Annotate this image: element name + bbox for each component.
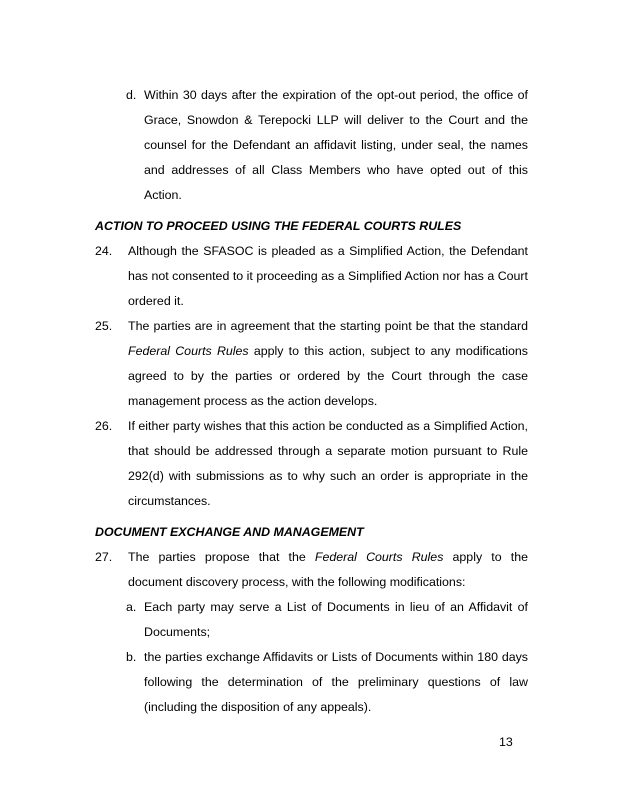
- text-run: apply to the document discovery process, with the following modifications:: [128, 550, 528, 589]
- paragraph-text: [95, 239, 528, 314]
- text-run: The parties are in agreement that the starting point be that the standard: [128, 319, 528, 333]
- text-run: The parties propose that the: [128, 550, 315, 564]
- paragraph-text: [95, 414, 528, 514]
- paragraph-number: 26.: [95, 419, 113, 433]
- paragraph-number: 27.: [95, 550, 113, 564]
- text-run: If either party wishes that this action be conducted as a Simplified Action, that should be addressed through a separate motion pursuant to Rule 292(d) with submissions as to why such an order is appropriate in the circumstances.: [128, 419, 528, 508]
- numbered-paragraph-27: [95, 545, 528, 595]
- paragraph-text: [95, 545, 528, 595]
- letter-item-d: [95, 83, 528, 208]
- text-run-italic: Federal Courts Rules: [128, 344, 249, 358]
- text-run: Each party may serve a List of Documents in lieu of an Affidavit of Documents;: [144, 600, 528, 639]
- numbered-paragraph-25: [95, 314, 528, 414]
- section-heading-federal-courts-rules: ACTION TO PROCEED USING THE FEDERAL COURTS RULES: [95, 219, 462, 233]
- text-run: Within 30 days after the expiration of the opt-out period, the office of Grace, Snowdon & Terepocki LLP will deliver to the Court and the counsel for the Defendant an affidavit listing, under seal, the names and addresses of all Class Members who have opted out of this Action.: [144, 88, 528, 202]
- numbered-paragraph-26: [95, 414, 528, 514]
- letter-item-b: [95, 645, 528, 720]
- text-run: Although the SFASOC is pleaded as a Simplified Action, the Defendant has not consented to it proceeding as a Simplified Action nor has a Court ordered it.: [128, 244, 528, 308]
- document-body: [95, 83, 528, 720]
- letter-item-marker: b.: [126, 650, 137, 664]
- paragraph-text: [95, 83, 528, 208]
- numbered-paragraph-24: [95, 239, 528, 314]
- letter-item-a: [95, 595, 528, 645]
- paragraph-text: [95, 595, 528, 645]
- paragraph-text: [95, 314, 528, 414]
- page-number: 13: [499, 735, 513, 749]
- letter-item-marker: d.: [126, 88, 137, 102]
- paragraph-number: 24.: [95, 244, 113, 258]
- text-run: apply to this action, subject to any modifications agreed to by the parties or ordered by the Court through the case management process as the action develops.: [128, 344, 528, 408]
- paragraph-number: 25.: [95, 319, 113, 333]
- letter-item-marker: a.: [126, 600, 137, 614]
- text-run-italic: Federal Courts Rules: [314, 550, 444, 564]
- paragraph-text: [95, 645, 528, 720]
- text-run: the parties exchange Affidavits or Lists of Documents within 180 days following the determination of the preliminary questions of law (including the disposition of any appeals).: [144, 650, 528, 714]
- section-heading-document-exchange: DOCUMENT EXCHANGE AND MANAGEMENT: [95, 525, 364, 539]
